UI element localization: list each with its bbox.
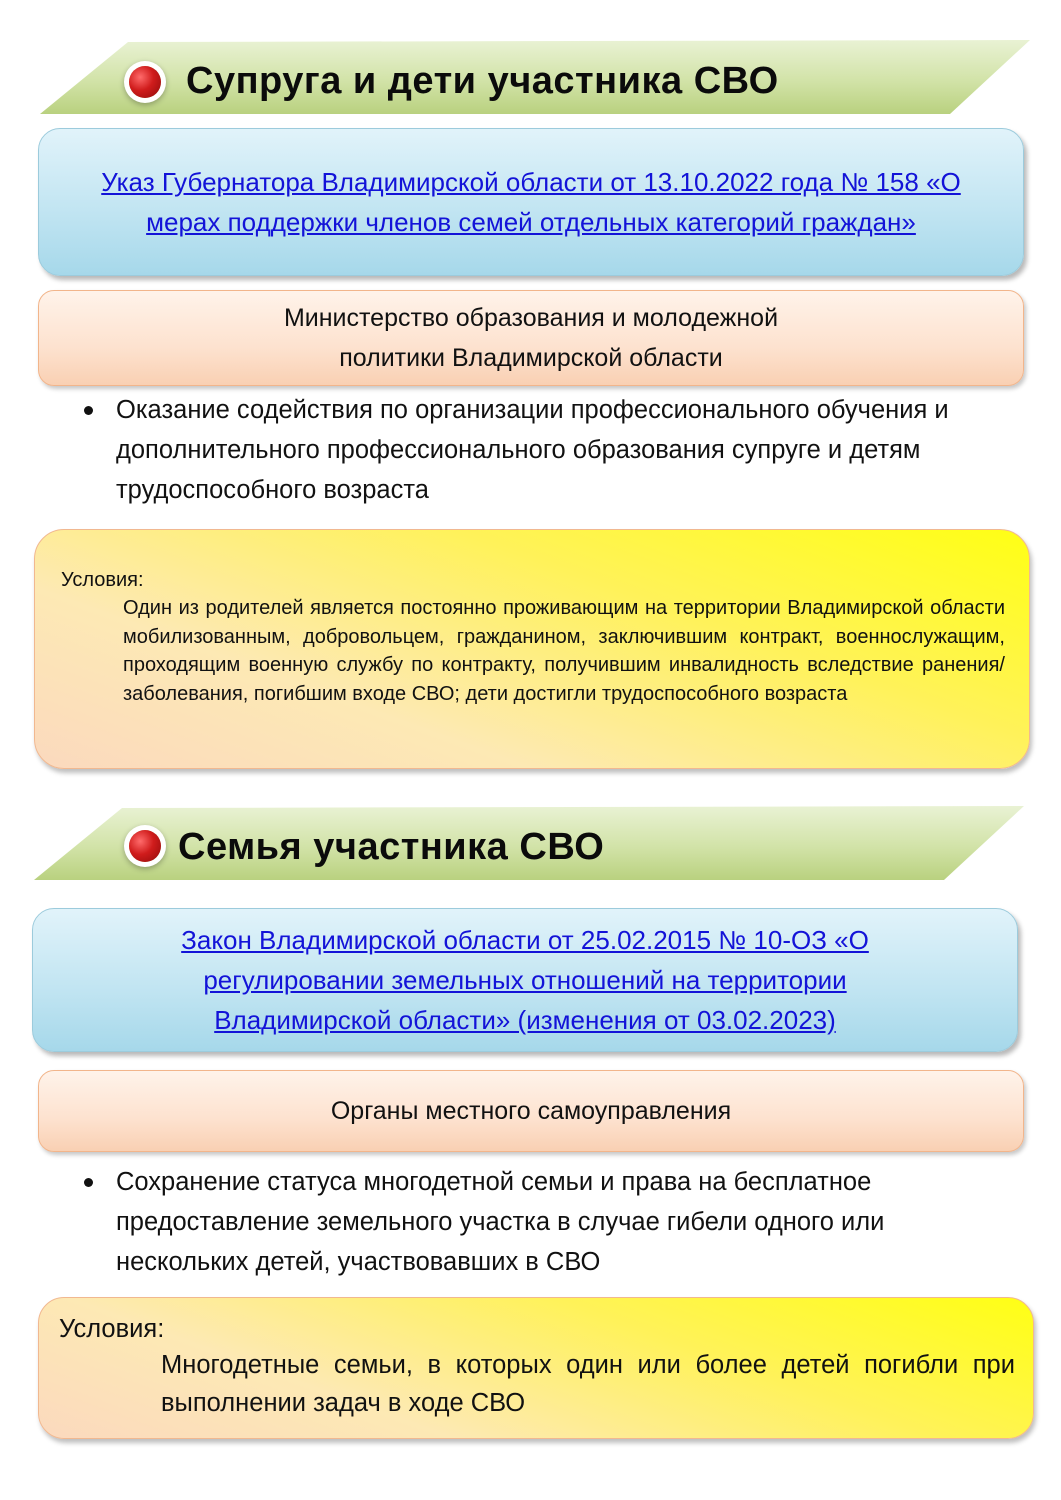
conditions-label: Условия: [61, 569, 144, 591]
law-link-box [38, 128, 1024, 276]
benefit-list [84, 390, 1028, 510]
red-bullet-icon [129, 66, 161, 98]
benefit-item: Сохранение статуса многодетной семьи и права на бесплатное предоставление земельного участка в случае гибели одного или нескольких детей, участвовавших в СВО [84, 1162, 984, 1282]
section-title: Супруга и дети участника СВО [186, 60, 779, 102]
benefit-list [84, 1162, 984, 1282]
law-link[interactable]: Закон Владимирской области от 25.02.2015 № 10-ОЗ «О регулировании земельных отношений на территории Владимирской области» (изменения от 03.02.2023) [181, 925, 869, 1035]
conditions-text: Многодетные семьи, в которых один или более детей погибли при выполнении задач в ходе СВО [161, 1351, 1015, 1417]
law-link[interactable]: Указ Губернатора Владимирской области от 13.10.2022 года № 158 «О мерах поддержки членов семей отдельных категорий граждан» [101, 167, 961, 237]
conditions-box [38, 1297, 1034, 1439]
conditions-text: Один из родителей является постоянно проживающим на территории Владимирской области мобилизованным, добровольцем, гражданином, заключившим контракт, военнослужащим, проходящим военную службу по контракту, получившим инвалидность вследствие ранения/заболевания, погибшим входе СВО; дети достигли трудоспособного возраста [123, 597, 1005, 705]
law-link-box [32, 908, 1018, 1052]
benefit-item: Оказание содействия по организации профессионального обучения и дополнительного профессионального образования супруге и детям трудоспособного возраста [84, 390, 1028, 510]
authority-box [38, 290, 1024, 386]
section-title: Семья участника СВО [178, 826, 605, 868]
authority-box [38, 1070, 1024, 1152]
conditions-box [34, 529, 1030, 769]
authority-text: Министерство образования и молодежной политики Владимирской области [283, 304, 779, 372]
red-bullet-icon [129, 830, 161, 862]
conditions-label: Условия: [59, 1315, 165, 1343]
authority-text: Органы местного самоуправления [330, 1097, 732, 1125]
